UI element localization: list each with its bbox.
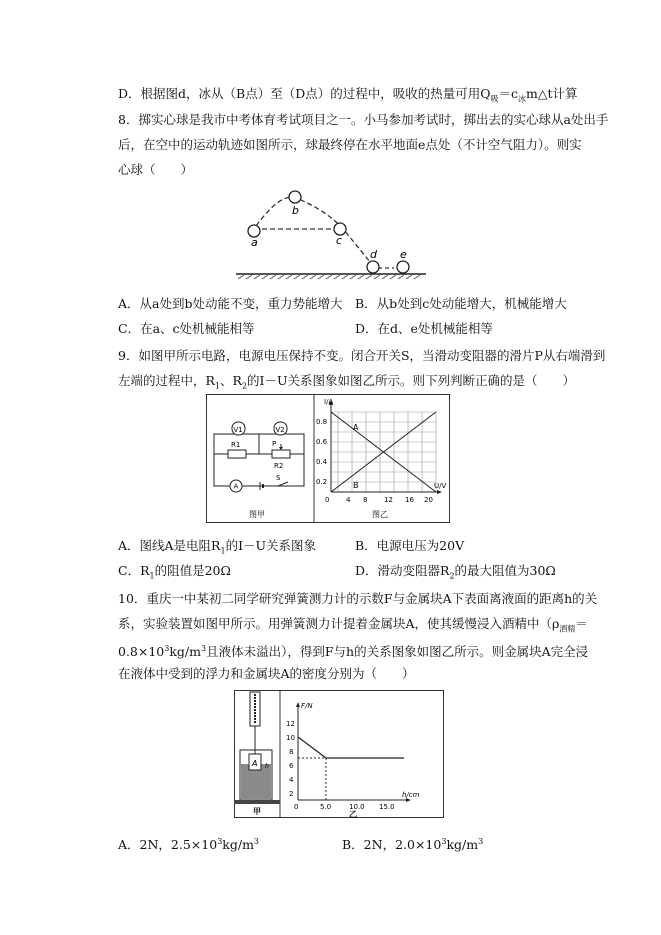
prev-option-d-text: D．根据图d，冰从（B点）至（D点）的过程中，吸收的热量可用Q — [118, 86, 491, 101]
voltmeter-v2-label: V2 — [275, 426, 285, 434]
circuit-caption: 图甲 — [249, 510, 265, 519]
label-c: c — [336, 234, 343, 247]
option-text: kg/m — [222, 837, 254, 853]
option-text: C．R — [118, 563, 150, 578]
q9-option-a — [118, 538, 316, 560]
q9-option-d — [355, 563, 556, 585]
q9-line-2-text: 、R — [220, 373, 242, 388]
ball-e — [397, 261, 409, 273]
x-tick: 0 — [325, 496, 330, 504]
subscript: 1 — [220, 546, 226, 556]
q10-option-b — [342, 834, 483, 853]
h-label: h — [265, 763, 269, 770]
x-tick: 12 — [384, 496, 393, 504]
y-tick: 10 — [286, 734, 295, 742]
option-text: kg/m — [446, 837, 479, 853]
q10-figure — [234, 690, 444, 818]
x-tick: 5.0 — [320, 803, 332, 811]
q10-line-2 — [118, 616, 588, 638]
superscript: 3 — [164, 644, 170, 653]
q10-option-a — [118, 834, 259, 853]
switch-s-label: S — [276, 474, 281, 482]
label-d: d — [370, 248, 377, 261]
superscript: 3 — [478, 837, 484, 846]
q10-line-3-text: 且液体未溢出），得到F与h的关系图象如图乙所示。则金属块A完全浸 — [206, 644, 589, 660]
prev-option-d-text: m△t计算 — [526, 86, 578, 101]
q8-option-c: C．在a、c处机械能相等 — [118, 321, 255, 336]
ammeter-label: A — [233, 482, 239, 491]
x-tick: 20 — [424, 496, 433, 504]
q10-line-4: 在液体中受到的浮力和金属块A的密度分别为（ ） — [118, 666, 415, 681]
q8-option-d: D．在d、e处机械能相等 — [355, 321, 493, 336]
superscript: 3 — [201, 644, 207, 653]
label-e: e — [400, 248, 407, 261]
q9-option-b: B．电源电压为20V — [355, 538, 465, 553]
label-a: a — [251, 236, 258, 249]
x-tick: 4 — [346, 496, 351, 504]
y-tick: 6 — [289, 762, 294, 770]
q8-option-a: A．从a处到b处动能不变，重力势能增大 — [118, 296, 343, 311]
prev-option-d-text: ＝c — [498, 86, 518, 101]
subscript: 1 — [149, 571, 155, 581]
q8-trajectory-figure — [236, 186, 428, 282]
prev-option-d — [118, 86, 578, 108]
y-tick: 0.4 — [316, 458, 328, 466]
graph-caption: 图乙 — [372, 510, 388, 519]
x-tick: 8 — [363, 496, 368, 504]
x-axis-label: U/V — [434, 482, 447, 490]
q8-option-b: B．从b处到c处动能增大，机械能增大 — [355, 296, 567, 311]
rheostat-r2-label: R2 — [274, 462, 284, 470]
caption-yi: 乙 — [349, 810, 357, 818]
q9-line-2-text: 左端的过程中，R — [118, 373, 215, 388]
line-a-label: A — [353, 423, 359, 432]
subscript: 1 — [214, 381, 221, 391]
q10-line-3-text: 0.8×10 — [118, 644, 165, 660]
subscript: 吸 — [490, 94, 499, 104]
q8-line-1: 8．掷实心球是我市中考体育考试项目之一。小马参加考试时，掷出去的实心球从a处出手 — [118, 112, 609, 127]
ball-d — [367, 261, 379, 273]
subscript: 酒精 — [559, 624, 576, 634]
block-a-label: A — [252, 759, 258, 768]
rheostat-r2-icon — [272, 450, 290, 458]
option-text: B．2N，2.0×10 — [342, 837, 442, 853]
option-text: 的最大阻值为30Ω — [454, 563, 556, 578]
x-tick: 15.0 — [379, 803, 395, 811]
option-text: D．滑动变阻器R — [355, 563, 450, 578]
q10-line-3-text: kg/m — [169, 644, 201, 660]
q10-line-3 — [118, 641, 588, 660]
caption-jia: 甲 — [253, 807, 261, 816]
y-tick: 0.6 — [316, 438, 328, 446]
y-tick: 12 — [286, 720, 295, 728]
y-axis-label: F/N — [301, 702, 313, 710]
y-tick: 2 — [289, 790, 294, 798]
q8-line-3: 心球（ ） — [118, 162, 194, 177]
superscript: 3 — [253, 837, 260, 846]
q9-figure — [206, 394, 450, 524]
x-tick: 0 — [294, 803, 299, 811]
y-tick: 0.8 — [316, 418, 328, 426]
q9-line-2-text: 的I－U关系图象如图乙所示。则下列判断正确的是（ ） — [247, 373, 576, 388]
superscript: 3 — [441, 837, 447, 846]
option-text: A．2N，2.5×10 — [118, 837, 218, 853]
y-tick: 4 — [289, 776, 294, 784]
q9-line-1: 9．如图甲所示电路，电源电压保持不变。闭合开关S，当滑动变阻器的滑片P从右端滑到 — [118, 348, 606, 363]
subscript: 2 — [449, 571, 455, 581]
slider-p-label: P — [272, 440, 277, 448]
q9-option-c — [118, 563, 231, 585]
q9-line-2 — [118, 373, 575, 395]
q10-line-1: 10．重庆一中某初二同学研究弹簧测力计的示数F与金属块A下表面离液面的距离h的关 — [118, 591, 598, 606]
voltmeter-v1-label: V1 — [233, 426, 243, 434]
option-text: 的I－U关系图象 — [225, 538, 317, 553]
y-axis-label: I/A — [324, 398, 334, 406]
subscript: 2 — [241, 381, 248, 391]
y-tick: 8 — [289, 748, 294, 756]
q10-line-2-text: ＝ — [575, 616, 588, 631]
ball-b — [289, 191, 301, 203]
y-tick: 0.2 — [316, 478, 328, 486]
x-tick: 16 — [405, 496, 414, 504]
option-text: 的阻值是20Ω — [154, 563, 231, 578]
option-text: A．图线A是电阻R — [118, 538, 221, 553]
superscript: 3 — [217, 837, 223, 846]
line-b-label: B — [353, 481, 359, 490]
x-tick: 10.0 — [349, 803, 365, 811]
subscript: 冰 — [518, 94, 526, 104]
x-axis-label: h/cm — [402, 791, 420, 799]
resistor-r1-label: R1 — [231, 441, 241, 449]
q10-line-2-text: 系，实验装置如图甲所示。用弹簧测力计提着金属块A，使其缓慢浸入酒精中（ρ — [118, 616, 560, 631]
label-b: b — [292, 204, 299, 217]
q8-line-2: 后，在空中的运动轨迹如图所示，球最终停在水平地面e点处（不计空气阻力）。则实 — [118, 137, 582, 152]
resistor-r1-icon — [228, 450, 246, 458]
